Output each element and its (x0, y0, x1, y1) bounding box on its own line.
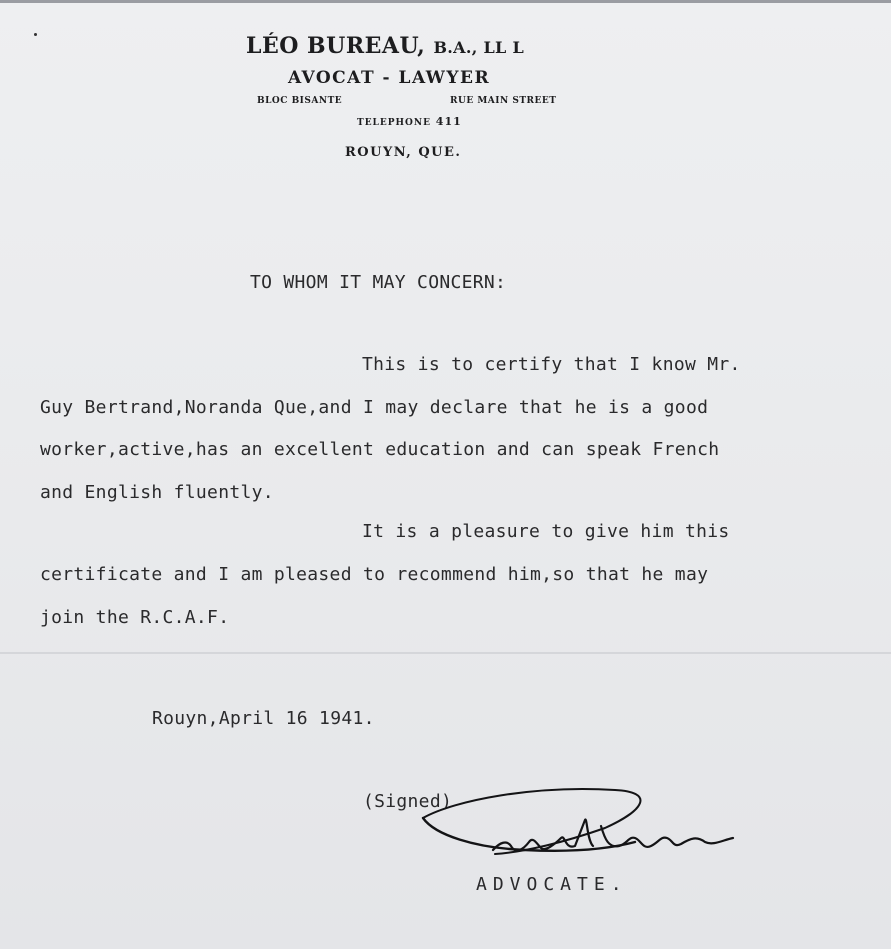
lawyer-degrees: B.A., LL L (433, 38, 525, 57)
date-line: Rouyn,April 16 1941. (152, 708, 375, 729)
paper-speck (34, 33, 37, 36)
signed-label: (Signed) (363, 791, 453, 812)
paragraph2-line: join the R.C.A.F. (40, 607, 230, 628)
paragraph2-line: certificate and I am pleased to recommend him,so that he may (40, 564, 709, 585)
signer-title: ADVOCATE. (476, 874, 628, 895)
lawyer-name: LÉO BUREAU, (246, 33, 426, 59)
paragraph1-line: This is to certify that I know Mr. (362, 354, 741, 375)
letterhead-profession: AVOCAT - LAWYER (288, 68, 491, 88)
salutation: TO WHOM IT MAY CONCERN: (250, 272, 507, 293)
letterhead-name (246, 33, 524, 59)
letterhead-telephone (357, 115, 462, 128)
letterhead-address-left: BLOC BISANTE (257, 96, 343, 106)
letterhead-address-right: RUE MAIN STREET (450, 96, 557, 106)
paragraph1-line: and English fluently. (40, 482, 274, 503)
paragraph2-line: It is a pleasure to give him this (362, 521, 730, 542)
paragraph1-line: worker,active,has an excellent education and can speak French (40, 439, 720, 460)
telephone-number: 411 (435, 115, 462, 128)
letterhead-city: ROUYN, QUE. (345, 145, 462, 160)
handwritten-signature (415, 780, 765, 870)
telephone-label: TELEPHONE (357, 118, 431, 128)
paragraph1-line: Guy Bertrand,Noranda Que,and I may declare that he is a good (40, 397, 709, 418)
scan-edge (0, 0, 891, 3)
paper-fold (0, 652, 891, 654)
